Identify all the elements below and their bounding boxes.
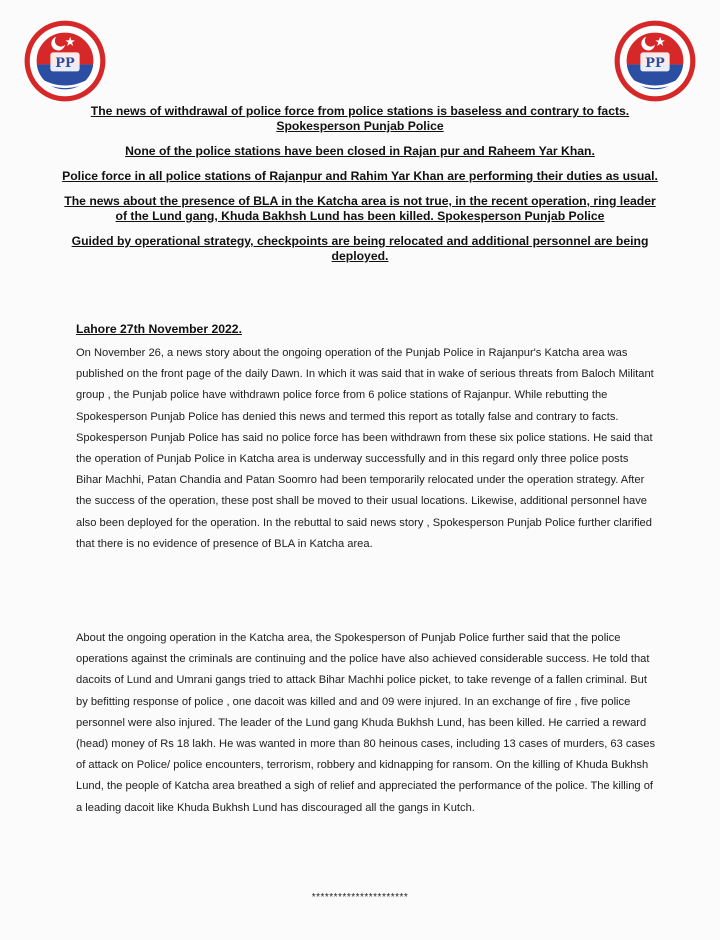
headline: Guided by operational strategy, checkpoints are being relocated and additional personnel are being deployed. [71, 234, 649, 263]
headlines [60, 104, 660, 274]
svg-text:PP: PP [645, 56, 665, 72]
svg-text:PP: PP [55, 56, 75, 72]
body-paragraph: On November 26, a news story about the ongoing operation of the Punjab Police in Rajanpur's Katcha area was published on the front page of the daily Dawn. In which it was said that in wake of serious threats from Baloch Militant group , the Punjab police have withdrawn police force from 6 police stations of Rajanpur. While rebutting the Spokesperson Punjab Police has denied this news and termed this report as totally false and contrary to facts. Spokesperson Punjab Police has said no police force has been withdrawn from these six police stations. He said that the operation of Punjab Police in Katcha area is underway successfully and in this regard only three police posts Bihar Machhi, Patan Chandia and Patan Soomro had been temporarily relocated under the operation strategy. After the success of the operation, these post shall be moved to their usual locations. Likewise, additional personnel have also been deployed for the operation. In the rebuttal to said news story , Spokesperson Punjab Police further clarified that there is no evidence of presence of BLA in Katcha area. [76, 347, 654, 550]
headline: The news about the presence of BLA in the Katcha area is not true, in the recent operation, ring leader of the Lund gang, Khuda Bakhsh Lund has been killed. Spokesperson Punjab Police [64, 194, 656, 223]
headline: Police force in all police stations of Rajanpur and Rahim Yar Khan are performing their duties as usual. [62, 169, 658, 183]
end-marker: ********************** [311, 892, 409, 903]
headline: None of the police stations have been closed in Rajan pur and Raheem Yar Khan. [125, 144, 595, 158]
punjab-police-emblem-icon [612, 18, 698, 104]
dateline: Lahore 27th November 2022. [76, 322, 242, 336]
body-paragraph: About the ongoing operation in the Katcha area, the Spokesperson of Punjab Police further said that the police operations against the criminals are continuing and the police have also achieved considerable success. He told that dacoits of Lund and Umrani gangs tried to attack Bihar Machhi police picket, to take revenge of a fallen criminal. But by befitting response of police , one dacoit was killed and and 09 were injured. In an exchange of fire , five police personnel were also injured. The leader of the Lund gang Khuda Bukhsh Lund, has been killed. He carried a reward (head) money of Rs 18 lakh. He was wanted in more than 80 heinous cases, including 13 cases of murders, 63 cases of attack on Police/ police encounters, terrorism, robbery and kidnapping for ransom. On the killing of Khuda Bukhsh Lund, the people of Katcha area breathed a sigh of relief and appreciated the performance of the police. The killing of a leading dacoit like Khuda Bukhsh Lund has discouraged all the gangs in Kutch. [76, 632, 656, 814]
punjab-police-emblem-icon [22, 18, 108, 104]
headline: The news of withdrawal of police force from police stations is baseless and contrary to facts. Spokesperson Punjab Police [90, 104, 630, 133]
